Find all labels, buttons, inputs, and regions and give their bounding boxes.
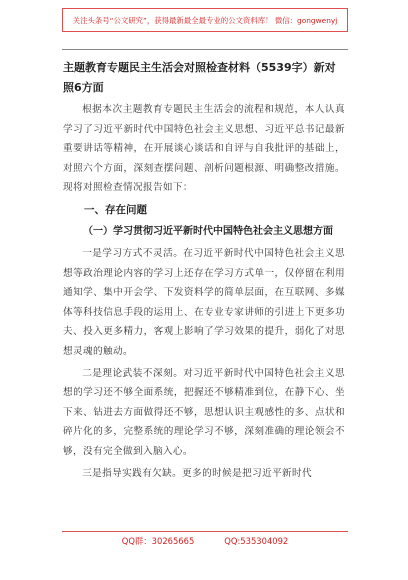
header-divider (62, 49, 348, 50)
header-banner (62, 8, 348, 32)
document-body (63, 58, 345, 483)
paragraph-1: 一是学习方式不灵活。在习近平新时代中国特色社会主义思想等政治理论内容的学习上还存在学习方式单一，仅停留在利用通知学、集中开会学、下发资料学的简单层面，在互联网、多媒体等科技信息手段的运用上、在专业专家讲师的引进上下更多功夫、投入更多精力，客观上影响了学习效果的提升，弱化了对思想灵魂的触动。 (63, 247, 345, 357)
section-heading: 一、存在问题 (84, 203, 147, 216)
paragraph-2: 二是理论武装不深刻。对习近平新时代中国特色社会主义思想的学习还不够全面系统，把握还不够精准到位，在静下心、坐下来、钻进去方面做得还不够，思想认识主观感性的多、点状和碎片化的多，完整系统的理论学习不够，深刻准确的理论领会不够，没有完全做到入脑入心。 (63, 367, 345, 457)
document-title: 主题教育专题民主生活会对照检查材料（5539字）新对照6方面 (63, 61, 336, 94)
subsection-heading: （一）学习贯彻习近平新时代中国特色社会主义思想方面 (83, 225, 333, 237)
intro-paragraph: 根据本次主题教育专题民主生活会的流程和规范，本人认真学习了习近平新时代中国特色社会主义思想、习近平总书记最新重要讲话等精神，在开展谈心谈话和自评与自我批评的基础上，对照六个方面，深刻查摆问题、剖析问题根源、明确整改措施。现将对照检查情况报告如下： (63, 104, 345, 194)
banner-text: 关注头条号“公文研究”，获得最新最全最专业的公文资料库！ 微信：gongwenyj (72, 15, 338, 25)
paragraph-3: 三是指导实践有欠缺。更多的时候是把习近平新时代 (82, 467, 313, 479)
footer-qq-group: QQ群：30265665 (121, 535, 195, 546)
footer-qq: QQ:535304092 (224, 535, 289, 546)
footer (62, 531, 348, 549)
